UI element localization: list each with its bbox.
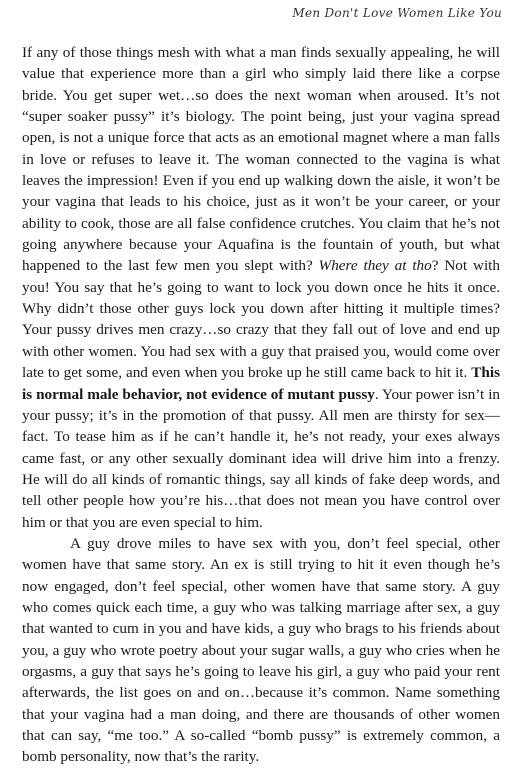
text-run: ? Not with you! You say that he’s going to want to lock you down once he hits it once. Why didn’t those other guys lock you down after hitting it multiple times? Your pussy drives men crazy…so crazy that they fall out of love and end up with other women. You had sex with a guy that praised you, would come over late to get some, and even when you broke up he still came back to hit it. — [22, 257, 500, 382]
body-paragraph-2 — [22, 533, 500, 768]
page-body — [22, 42, 500, 768]
text-run: . Your power isn’t in your pussy; it’s in the promotion of that pussy. All men are thirsty for sex—fact. To tease him as if he can’t handle it, he’s not ready, your exes always came fast, or any other sexually dominant idea will drive him into a frenzy. He will do all kinds of romantic things, say all kinds of fake deep words, and tell other people how you’re his…that does not mean you have control over him or that you are even special to him. — [22, 385, 501, 531]
running-header-title: Men Don't Love Women Like You — [292, 6, 502, 20]
body-paragraph-1 — [22, 42, 500, 533]
text-run: A guy drove miles to have sex with you, don’t feel special, other women have that same story. An ex is still trying to hit it even though he’s now engaged, don’t feel special, other women have that same story. A guy who comes quick each time, a guy who was talking marriage after sex, a guy that wanted to cum in you and have kids, a guy who brags to his friends about you, a guy who wrote poetry about your sugar walls, a guy who cries when he orgasms, a guy that says he’s going to leave his girl, a guy who paid your rent afterwards, the list goes on and on…because it’s common. Name something that your vagina had a man doing, and there are thousands of other women that can say, “me too.” A so-called “bomb pussy” is extremely common, a bomb personality, now that’s the rarity. — [22, 534, 500, 766]
italic-phrase: Where they at tho — [318, 257, 432, 275]
text-run: If any of those things mesh with what a man finds sexually appealing, he will value that experience more than a girl who simply laid there like a corpse bride. You get super wet…so does the next woman when aroused. It’s not “super soaker pussy” it’s biology. The point being, just your vagina spread open, is not a unique force that acts as an emotional magnet where a man falls in love or refuses to leave it. The woman connected to the vagina is what leaves the impression! Even if you end up walking down the aisle, it won’t be your vagina that leads to his choice, just as it won’t be your career, or your ability to cook, those are all false confidence crutches. You claim that he’s not going anywhere because your Aquafina is the fountain of youth, but what happened to the last few men you slept with? — [22, 44, 500, 275]
bold-phrase: This is normal male behavior, not evidence of mutant pussy — [22, 364, 500, 403]
